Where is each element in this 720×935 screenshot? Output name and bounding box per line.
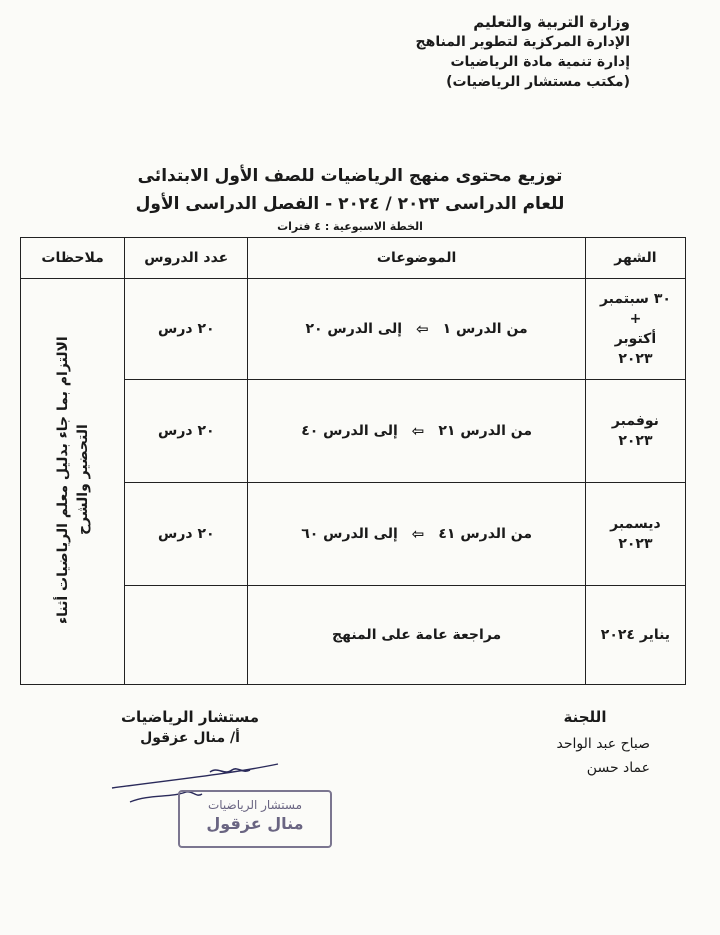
month-cell: يناير ٢٠٢٤ [585, 585, 685, 684]
ministry-header [330, 12, 630, 92]
to-lesson: إلى الدرس ٢٠ [305, 321, 403, 337]
committee-block [480, 708, 660, 780]
header-notes: ملاحظات [21, 238, 125, 279]
table-header-row [21, 238, 686, 279]
month-label: أكتوبر [614, 331, 657, 347]
arrow-left-icon: ⇦ [411, 524, 425, 543]
advisor-title: مستشار الرياضيات [120, 708, 260, 726]
central-administration: الإدارة المركزية لتطوير المناهج [415, 34, 630, 50]
weekly-plan-note: الخطة الاسبوعية : ٤ فترات [277, 220, 423, 233]
header-count: عدد الدروس [125, 238, 248, 279]
document-subtitle: للعام الدراسى ٢٠٢٣ / ٢٠٢٤ - الفصل الدراسى الأول [135, 194, 565, 214]
advisor-name: أ/ منال عزقول [140, 730, 240, 746]
from-lesson: من الدرس ٤١ [438, 525, 533, 542]
advisor-office: (مكتب مستشار الرياضيات) [446, 74, 630, 90]
month-plus: + [629, 311, 642, 327]
committee-member: صباح عبد الواحد [556, 736, 650, 752]
document-title: توزيع محتوى منهج الرياضيات للصف الأول الابتدائى [137, 166, 563, 186]
committee-member: عماد حسن [586, 760, 650, 776]
arrow-left-icon: ⇦ [416, 320, 429, 338]
from-lesson: من الدرس ١ [442, 321, 528, 337]
month-label: ديسمبر [610, 515, 661, 532]
arrow-left-icon: ⇦ [411, 421, 425, 440]
notes-cell [21, 279, 125, 685]
stamp-line: منال عزقول [206, 814, 304, 833]
to-lesson: إلى الدرس ٦٠ [301, 525, 398, 542]
header-topics: الموضوعات [248, 238, 586, 279]
advisor-stamp [178, 790, 332, 848]
topic-cell [248, 379, 586, 482]
month-cell [585, 379, 685, 482]
math-department: إدارة تنمية مادة الرياضيات [450, 54, 630, 70]
topic-cell [248, 279, 586, 379]
advisor-block [110, 708, 270, 746]
lesson-count: ٢٠ درس [125, 482, 248, 585]
month-cell [585, 279, 685, 379]
month-label: ٣٠ سبتمبر [599, 291, 671, 307]
table-row [21, 279, 686, 379]
lesson-count [125, 585, 248, 684]
topic-cell: مراجعة عامة على المنهج [248, 585, 586, 684]
committee-title: اللجنة [563, 708, 607, 726]
from-lesson: من الدرس ٢١ [438, 422, 533, 439]
curriculum-table [20, 237, 686, 685]
month-cell [585, 482, 685, 585]
month-year: ٢٠٢٣ [618, 535, 653, 552]
notes-text: الالتزام بما جاء بدليل معلم الرياضيات أثناء التحضير والشرح [54, 335, 91, 624]
header-month: الشهر [585, 238, 685, 279]
ministry-name: وزارة التربية والتعليم [473, 13, 630, 31]
stamp-line: مستشار الرياضيات [207, 798, 303, 812]
lesson-count: ٢٠ درس [125, 379, 248, 482]
to-lesson: إلى الدرس ٤٠ [301, 422, 398, 439]
month-label: نوفمبر [611, 412, 659, 429]
month-year: ٢٠٢٣ [618, 432, 653, 449]
topic-cell [248, 482, 586, 585]
lesson-count: ٢٠ درس [125, 279, 248, 379]
month-year: ٢٠٢٣ [618, 351, 653, 367]
